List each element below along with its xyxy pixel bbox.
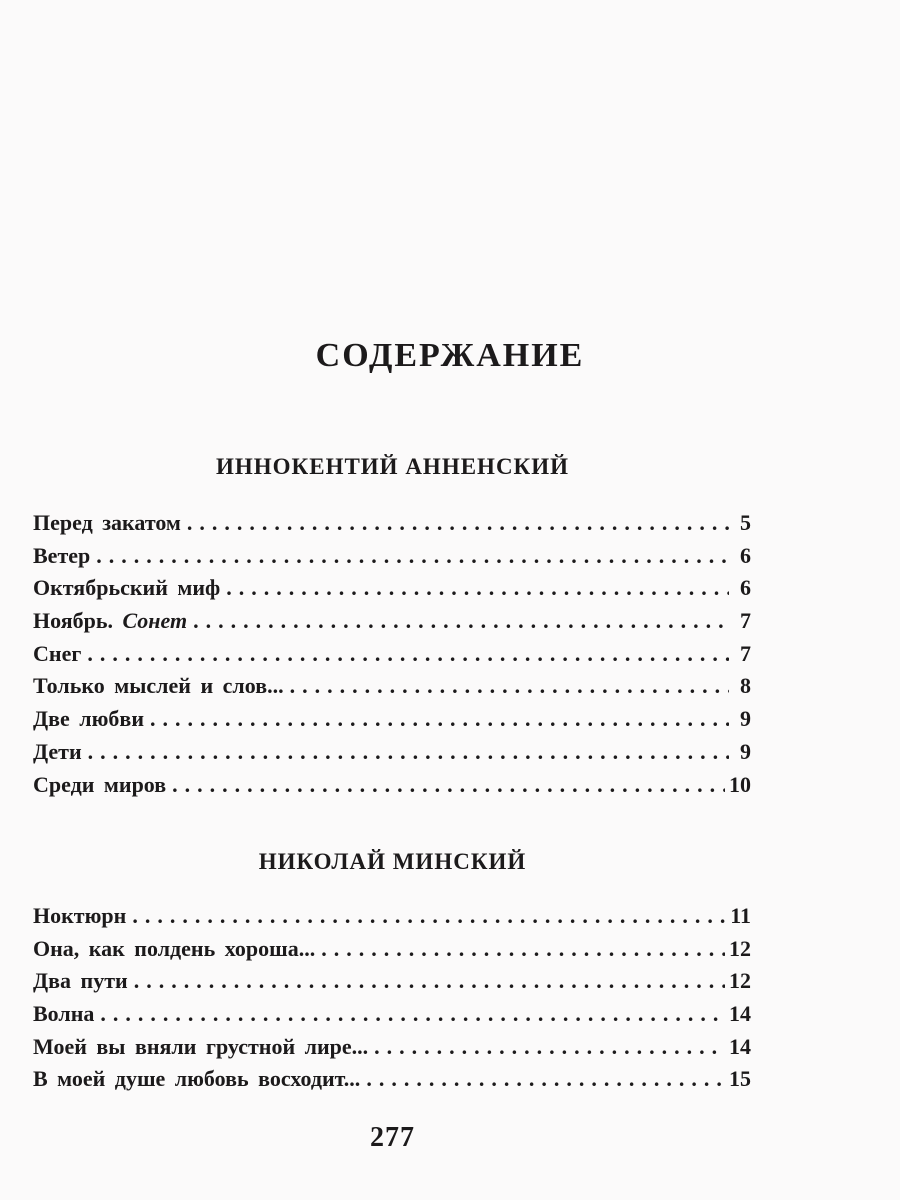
toc-entry-title	[33, 510, 181, 536]
toc-leader-dots	[290, 673, 729, 699]
page-title: СОДЕРЖАНИЕ	[315, 337, 585, 374]
toc-entry-title-text: Две любви	[33, 706, 144, 732]
toc-entry	[33, 575, 751, 608]
toc-entry-title-text: Волна	[33, 1001, 95, 1027]
toc-entry	[33, 706, 751, 739]
toc-entry-title	[33, 608, 187, 634]
toc-entry-page: 7	[740, 608, 751, 634]
toc-entry-title-text: Она, как полдень хороша...	[33, 935, 316, 961]
toc-entry-title-text: Среди миров	[33, 771, 167, 797]
toc-entry-page: 12	[729, 968, 751, 994]
toc-leader-dots	[193, 608, 729, 634]
toc-entry-title	[33, 903, 126, 929]
toc-entry-page: 6	[740, 575, 751, 601]
toc-entry-title	[33, 1066, 360, 1092]
toc-leader-dots	[374, 1034, 725, 1060]
toc-entry-page: 14	[729, 1001, 751, 1027]
toc-entry-title	[33, 543, 90, 569]
toc-entry-title	[33, 936, 315, 962]
toc-entry-title	[33, 575, 220, 601]
toc-entry	[33, 608, 751, 641]
toc-entry-title-text: В моей душе любовь восходит...	[33, 1066, 361, 1092]
toc-entry-title-text: Ветер	[33, 542, 91, 568]
toc-leader-dots	[96, 543, 729, 569]
toc-entry-page: 9	[740, 706, 751, 732]
toc-list-annensky	[33, 510, 751, 804]
toc-entry-title	[33, 641, 81, 667]
toc-entry-page: 14	[729, 1033, 751, 1059]
toc-entry	[33, 1001, 751, 1034]
toc-entry-page: 5	[740, 510, 751, 535]
toc-entry-title	[33, 739, 82, 765]
page-number: 277	[370, 1122, 415, 1153]
toc-entry-title-text: Октябрьский миф	[33, 575, 221, 601]
toc-entry-page: 7	[740, 640, 751, 666]
toc-leader-dots	[87, 641, 729, 667]
toc-entry-page: 15	[729, 1066, 751, 1092]
toc-leader-dots	[132, 903, 726, 929]
toc-list-minsky	[33, 903, 751, 1099]
toc-entry-page: 6	[740, 542, 751, 568]
toc-entry-title-text: Моей вы вняли грустной лире...	[33, 1033, 369, 1059]
toc-entry	[33, 968, 751, 1001]
toc-entry-page: 12	[729, 935, 751, 961]
toc-leader-dots	[321, 936, 725, 962]
toc-entry-title-text: Ноябрь.	[33, 608, 113, 634]
toc-entry	[33, 739, 751, 772]
toc-leader-dots	[134, 968, 725, 994]
toc-entry-title	[33, 1034, 368, 1060]
section-author-minsky: НИКОЛАЙ МИНСКИЙ	[258, 849, 527, 874]
toc-entry	[33, 641, 751, 674]
toc-entry-title-text: Только мыслей и слов...	[33, 673, 284, 699]
toc-entry-subtitle: Сонет	[122, 608, 188, 634]
toc-entry-title	[33, 706, 144, 732]
toc-leader-dots	[172, 772, 725, 798]
toc-entry-page: 11	[730, 903, 751, 928]
toc-entry-page: 9	[740, 738, 751, 764]
toc-leader-dots	[100, 1001, 725, 1027]
toc-leader-dots	[150, 706, 729, 732]
toc-entry	[33, 510, 751, 543]
toc-entry	[33, 903, 751, 936]
toc-entry-title	[33, 772, 166, 798]
toc-entry-page: 10	[729, 771, 751, 797]
toc-entry	[33, 673, 751, 706]
toc-entry-title-text: Два пути	[33, 968, 128, 994]
toc-entry	[33, 1066, 751, 1099]
toc-entry-title-text: Ноктюрн	[33, 903, 127, 928]
toc-entry-title	[33, 1001, 94, 1027]
toc-entry	[33, 772, 751, 805]
toc-entry-title	[33, 968, 128, 994]
toc-leader-dots	[88, 739, 729, 765]
toc-leader-dots	[187, 510, 729, 536]
toc-leader-dots	[226, 575, 729, 601]
toc-entry-title-text: Снег	[33, 640, 82, 666]
toc-entry-title-text: Дети	[33, 738, 82, 764]
toc-entry	[33, 936, 751, 969]
toc-entry-title-text: Перед закатом	[33, 510, 181, 535]
toc-entry	[33, 543, 751, 576]
toc-entry-title	[33, 673, 284, 699]
toc-entry-page: 8	[740, 673, 751, 699]
toc-leader-dots	[366, 1066, 725, 1092]
toc-entry	[33, 1034, 751, 1067]
section-author-annensky: ИННОКЕНТИЙ АННЕНСКИЙ	[215, 454, 570, 479]
